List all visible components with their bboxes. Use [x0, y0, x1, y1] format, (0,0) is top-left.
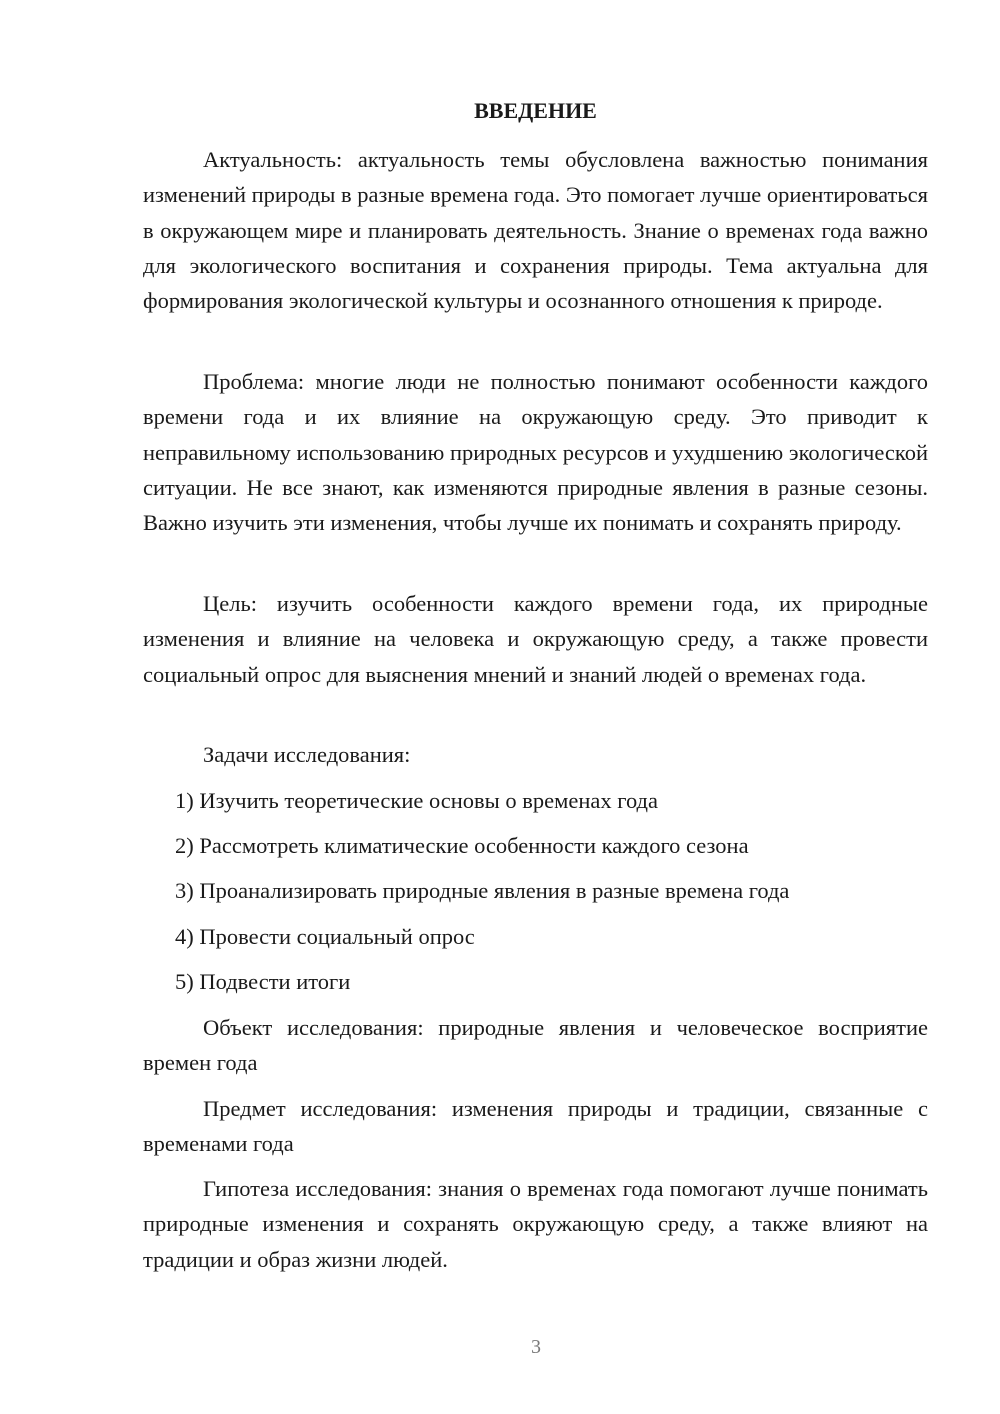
tasks-heading: Задачи исследования:: [203, 742, 411, 767]
page-number: 3: [531, 1336, 541, 1358]
paragraph-object: Объект исследования: природные явления и человеческое восприятие времен года: [143, 1015, 928, 1076]
task-item-5: 5) Подвести итоги: [175, 969, 351, 994]
task-item-2: 2) Рассмотреть климатические особенности каждого сезона: [175, 833, 749, 858]
paragraph-subject: Предмет исследования: изменения природы и традиции, связанные с временами года: [143, 1096, 928, 1157]
paragraph-relevance: Актуальность: актуальность темы обусловлена важностью понимания изменений природы в разные времена года. Это помогает лучше ориентироваться в окружающем мире и планировать деятельность. Знание о временах года важно для экологического воспитания и сохранения природы. Тема актуальна для формирования экологической культуры и осознанного отношения к природе.: [143, 147, 928, 314]
paragraph-hypothesis: Гипотеза исследования: знания о временах года помогают лучше понимать природные изменения и сохранять окружающую среду, а также влияют на традиции и образ жизни людей.: [143, 1176, 928, 1272]
task-item-1: 1) Изучить теоретические основы о временах года: [175, 788, 658, 813]
paragraph-goal: Цель: изучить особенности каждого времени года, их природные изменения и влияние на человека и окружающую среду, а также провести социальный опрос для выяснения мнений и знаний людей о временах года.: [143, 591, 928, 687]
page-title: ВВЕДЕНИЕ: [474, 98, 597, 123]
task-item-4: 4) Провести социальный опрос: [175, 924, 475, 949]
paragraph-problem: Проблема: многие люди не полностью понимают особенности каждого времени года и их влияние на окружающую среду. Это приводит к неправильному использованию природных ресурсов и ухудшению экологической ситуации. Не все знают, как изменяются природные явления в разные сезоны. Важно изучить эти изменения, чтобы лучше их понимать и сохранять природу.: [143, 369, 928, 536]
task-item-3: 3) Проанализировать природные явления в разные времена года: [175, 878, 790, 903]
